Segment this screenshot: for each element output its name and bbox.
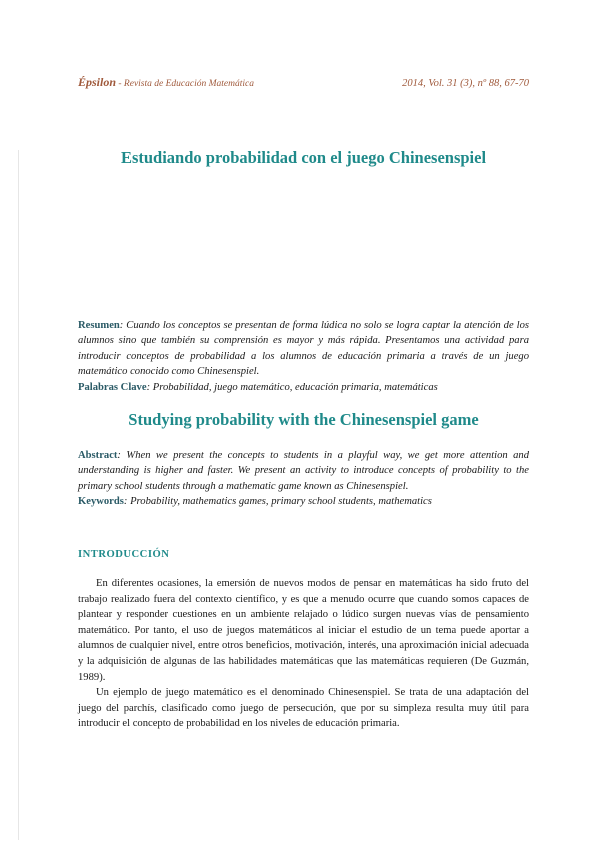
resumen-paragraph xyxy=(78,318,529,380)
section-heading: INTRODUCCIÓN xyxy=(78,549,170,560)
citation: 2014, Vol. 31 (3), nº 88, 67-70 xyxy=(402,78,529,89)
resumen-block xyxy=(78,318,529,395)
title-spanish: Estudiando probabilidad con el juego Chinesenspiel xyxy=(120,148,487,167)
palabras-clave-paragraph xyxy=(78,380,529,395)
abstract-label: Abstract xyxy=(78,450,118,461)
palabras-clave-text: : Probabilidad, juego matemático, educación primaria, matemáticas xyxy=(146,381,438,393)
margin-rule xyxy=(18,150,19,840)
journal-info xyxy=(78,75,254,90)
journal-subtitle: - Revista de Educación Matemática xyxy=(116,79,254,89)
abstract-text: : When we present the concepts to students in a playful way, we get more attention and understanding is higher and faster. We present an activity to introduce concepts of probability to the primary school students through a mathematic game known as Chinesenspiel. xyxy=(78,450,529,492)
resumen-text: : Cuando los conceptos se presentan de forma lúdica no solo se logra captar la atención de los alumnos sino que también su comprensión es mayor y más rápida. Presentamos una actividad para introducir conceptos de probabilidad a los alumnos de educación primaria a través de un juego matemático conocido como Chinesenspiel. xyxy=(78,320,529,378)
keywords-label: Keywords xyxy=(78,496,124,508)
palabras-clave-label: Palabras Clave xyxy=(78,381,147,393)
title-english: Studying probability with the Chinesenspiel game xyxy=(128,410,479,429)
body-paragraph: En diferentes ocasiones, la emersión de nuevos modos de pensar en matemáticas ha sido fruto del trabajo realizado fuera del contexto científico, y es que a menudo ocurre que cuando somos capaces de plantear y responder cuestiones en un ambiente relajado o lúdico surgen nuevas vías de pensamiento matemático. Por tanto, el uso de juegos matemáticos al iniciar el estudio de un tema puede aportar a alumnos de cualquier nivel, entre otros beneficios, motivación, interés, una aproximación inicial adecuada y la adquisición de algunas de las habilidades matemáticas que las matemáticas requieren (De Guzmán, 1989). xyxy=(78,578,529,683)
journal-name: Épsilon xyxy=(78,75,117,89)
body-text xyxy=(78,576,529,732)
keywords-text: : Probability, mathematics games, primary school students, mathematics xyxy=(123,496,432,508)
running-header xyxy=(78,75,529,90)
abstract-paragraph xyxy=(78,448,529,494)
resumen-label: Resumen xyxy=(78,320,120,331)
keywords-paragraph xyxy=(78,494,529,509)
body-paragraph: Un ejemplo de juego matemático es el denominado Chinesenspiel. Se trata de una adaptación del juego del parchís, clasificado como juego de persecución, que por su simpleza resulta muy útil para introducir el concepto de probabilidad en los niveles de educación primaria. xyxy=(78,687,529,730)
abstract-block xyxy=(78,448,529,510)
